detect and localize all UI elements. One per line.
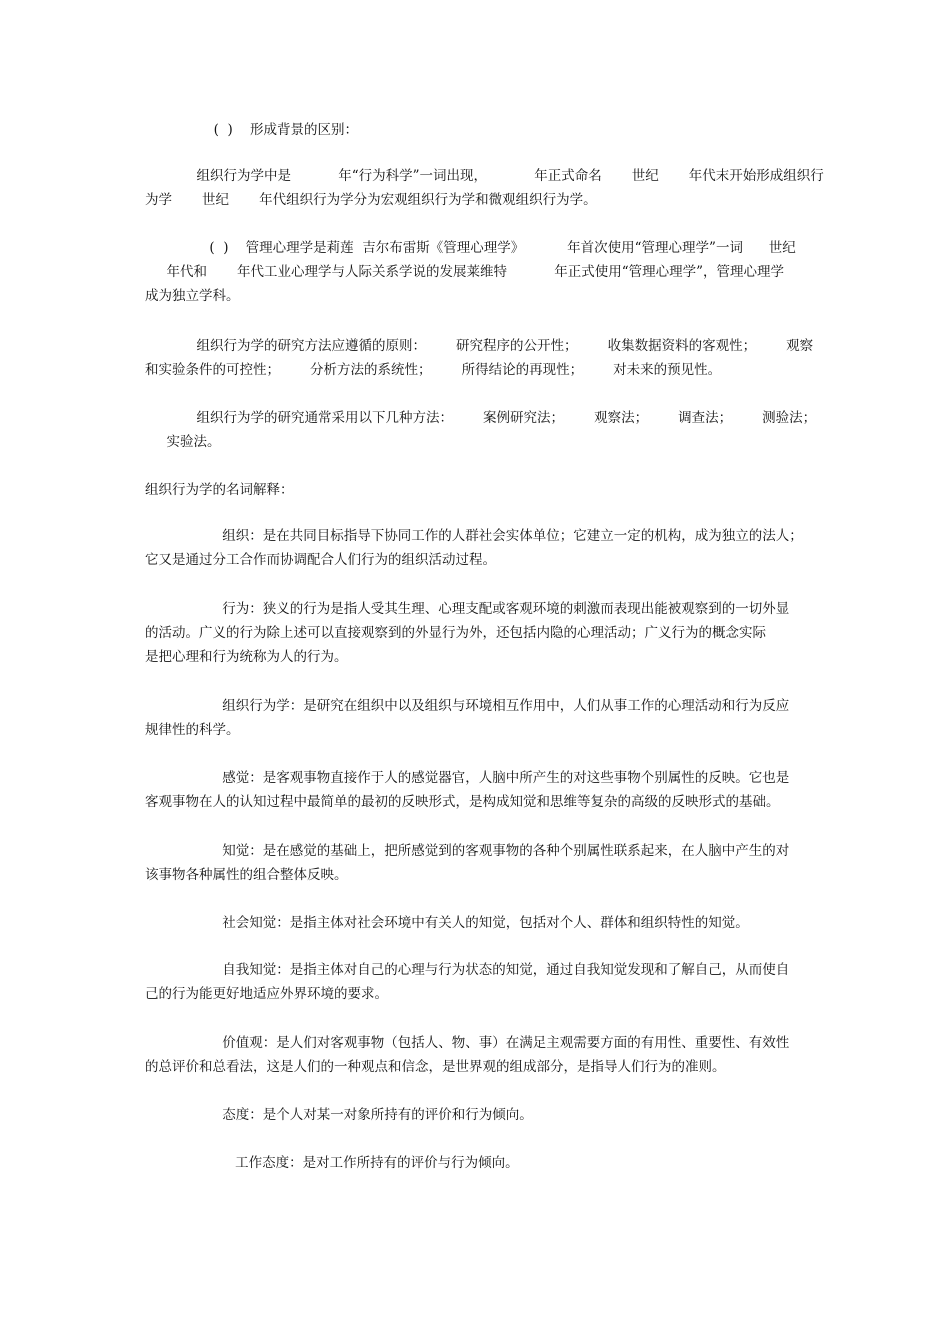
- paragraph-management-psychology: [145, 236, 810, 308]
- definition-organization: [145, 524, 810, 572]
- definition-attitude: [145, 1103, 810, 1127]
- text-line: 知觉：是在感觉的基础上，把所感觉到的客观事物的各种个别属性联系起来，在人脑中产生的对: [145, 843, 790, 859]
- text-line: 成为独立学科。: [145, 288, 240, 304]
- section-heading-background: [145, 118, 810, 142]
- text-line: 工作态度：是对工作所持有的评价与行为倾向。: [145, 1155, 519, 1171]
- text-line: ( ) 管理心理学是莉莲 吉尔布雷斯《管理心理学》 年首次使用“管理心理学”一词 世纪: [145, 240, 796, 256]
- text-line: 行为：狭义的行为是指人受其生理、心理支配或客观环境的刺激而表现出能被观察到的一切外显: [145, 601, 790, 617]
- text-line: 组织行为学的研究方法应遵循的原则： 研究程序的公开性； 收集数据资料的客观性； 观察: [145, 338, 814, 354]
- text-line: 年代和 年代工业心理学与人际关系学说的发展莱维特 年正式使用“管理心理学”，管理心理学: [145, 264, 785, 280]
- section-heading-glossary: [145, 478, 810, 502]
- definition-values: [145, 1031, 810, 1079]
- text-line: 的活动。广义的行为除上述可以直接观察到的外显行为外，还包括内隐的心理活动；广义行为的概念实际: [145, 625, 766, 641]
- definition-social-perception: [145, 911, 810, 935]
- text-line: 该事物各种属性的组合整体反映。: [145, 867, 348, 883]
- definition-perception: [145, 839, 810, 887]
- definition-organizational-behavior: [145, 694, 810, 742]
- paragraph-research-methods: [145, 406, 817, 454]
- text-line: 和实验条件的可控性； 分析方法的系统性； 所得结论的再现性； 对未来的预见性。: [145, 362, 722, 378]
- text-line: 自我知觉：是指主体对自己的心理与行为状态的知觉，通过自我知觉发现和了解自己，从而使自: [145, 962, 790, 978]
- text-line: 态度：是个人对某一对象所持有的评价和行为倾向。: [145, 1107, 533, 1123]
- text-line: 价值观：是人们对客观事物（包括人、物、事）在满足主观需要方面的有用性、重要性、有效性: [145, 1035, 790, 1051]
- text-line: 规律性的科学。: [145, 722, 240, 738]
- text-line: 实验法。: [145, 434, 221, 450]
- text-line: 它又是通过分工合作而协调配合人们行为的组织活动过程。: [145, 552, 496, 568]
- definition-behavior: [145, 597, 810, 669]
- text-line: 组织行为学中是 年“行为科学”一词出现， 年正式命名 世纪 年代末开始形成组织行: [145, 168, 824, 184]
- text-line: 组织：是在共同目标指导下协同工作的人群社会实体单位；它建立一定的机构，成为独立的法人；: [145, 528, 803, 544]
- paragraph-ob-history: [145, 164, 824, 212]
- text-line: 是把心理和行为统称为人的行为。: [145, 649, 348, 665]
- text-line: 组织行为学：是研究在组织中以及组织与环境相互作用中，人们从事工作的心理活动和行为反应: [145, 698, 790, 714]
- text-line: 组织行为学的研究通常采用以下几种方法： 案例研究法； 观察法； 调查法； 测验法；: [145, 410, 817, 426]
- text-line: 客观事物在人的认知过程中最简单的最初的反映形式，是构成知觉和思维等复杂的高级的反映形式的基础。: [145, 794, 780, 810]
- definition-work-attitude: [145, 1151, 810, 1175]
- text-line: 的总评价和总看法，这是人们的一种观点和信念，是世界观的组成部分，是指导人们行为的准则。: [145, 1059, 726, 1075]
- text-line: 组织行为学的名词解释：: [145, 482, 294, 498]
- definition-self-perception: [145, 958, 810, 1006]
- text-line: 己的行为能更好地适应外界环境的要求。: [145, 986, 388, 1002]
- definition-sensation: [145, 766, 810, 814]
- text-line: 社会知觉：是指主体对社会环境中有关人的知觉，包括对个人、群体和组织特性的知觉。: [145, 915, 749, 931]
- paragraph-research-principles: [145, 334, 814, 382]
- text-line: 为学 世纪 年代组织行为学分为宏观组织行为学和微观组织行为学。: [145, 192, 597, 208]
- text-line: 感觉：是客观事物直接作于人的感觉器官，人脑中所产生的对这些事物个别属性的反映。它也是: [145, 770, 790, 786]
- text-line: ( ) 形成背景的区别：: [145, 122, 358, 138]
